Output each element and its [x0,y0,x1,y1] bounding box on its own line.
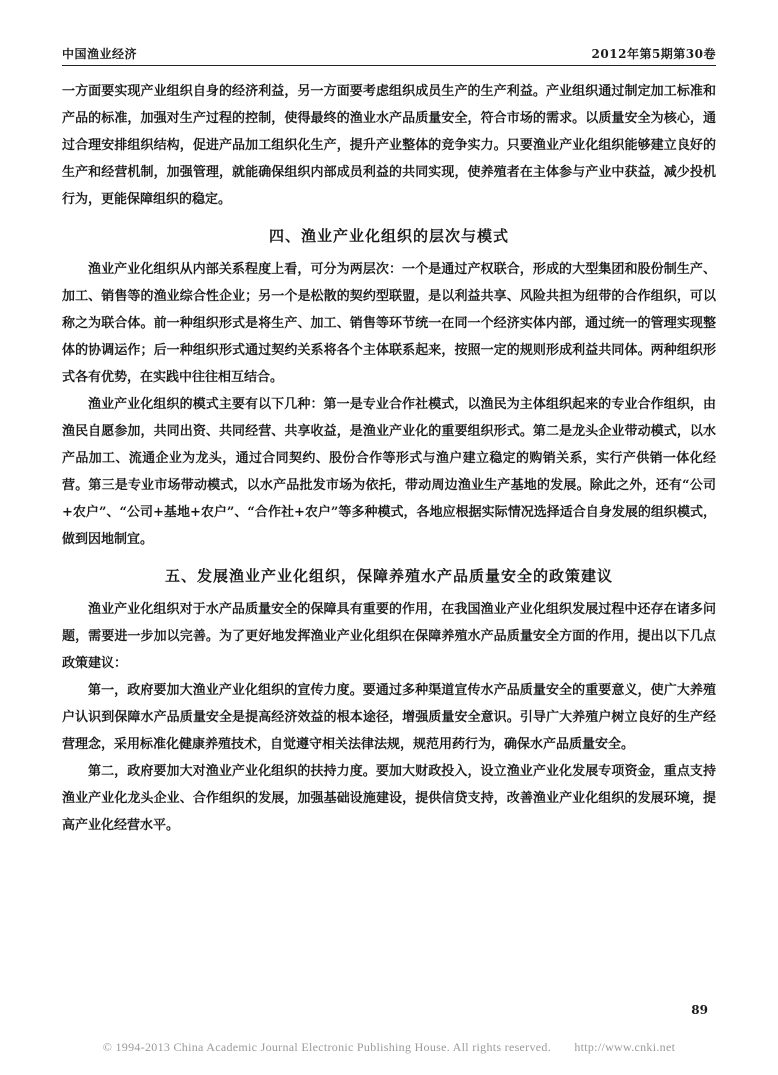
paragraph: 渔业产业化组织的模式主要有以下几种：第一是专业合作社模式，以渔民为主体组织起来的专业合作组织，由渔民自愿参加，共同出资、共同经营、共享收益，是渔业产业化的重要组织形式。第二是龙头企业带动模式，以水产品加工、流通企业为龙头，通过合同契约、股份合作等形式与渔户建立稳定的购销关系，实行产供销一体化经营。第三是专业市场带动模式，以水产品批发市场为依托，带动周边渔业生产基地的发展。除此之外，还有“公司+农户”、“公司+基地+农户”、“合作社+农户”等多种模式，各地应根据实际情况选择适合自身发展的组织模式，做到因地制宜。 [62,397,716,547]
paragraph: 第二，政府要加大对渔业产业化组织的扶持力度。要加大财政投入，设立渔业产业化发展专项资金，重点支持渔业产业化龙头企业、合作组织的发展，加强基础设施建设，提供信贷支持，改善渔业产业化组织的发展环境，提高产业化经营水平。 [62,764,716,833]
issue-info: 2012年第5期第30卷 [591,47,716,61]
paragraph: 一方面要实现产业组织自身的经济利益，另一方面要考虑组织成员生产的生产利益。产业组织通过制定加工标准和产品的标准，加强对生产过程的控制，使得最终的渔业水产品质量安全，符合市场的需求。以质量安全为核心，通过合理安排组织结构，促进产品加工组织化生产，提升产业整体的竞争实力。只要渔业产业化组织能够建立良好的生产和经营机制，加强管理，就能确保组织内部成员利益的共同实现，使养殖者在主体参与产业中获益，减少投机行为，更能保障组织的稳定。 [62,84,716,207]
paragraph: 第一，政府要加大渔业产业化组织的宣传力度。要通过多种渠道宣传水产品质量安全的重要意义，使广大养殖户认识到保障水产品质量安全是提高经济效益的根本途径，增强质量安全意识。引导广大养殖户树立良好的生产经营理念，采用标准化健康养殖技术，自觉遵守相关法律法规，规范用药行为，确保水产品质量安全。 [62,683,716,752]
copyright-text: © 1994-2013 China Academic Journal Electronic Publishing House. All rights reserved. [102,1040,551,1054]
copyright-footer [0,1040,778,1055]
section-heading: 五、发展渔业产业化组织，保障养殖水产品质量安全的政策建议 [164,567,613,585]
section-heading: 四、渔业产业化组织的层次与模式 [268,227,509,245]
page-number: 89 [691,1003,708,1017]
article-body [62,78,716,839]
paragraph: 渔业产业化组织从内部关系程度上看，可分为两层次：一个是通过产权联合，形成的大型集团和股份制生产、加工、销售等的渔业综合性企业；另一个是松散的契约型联盟，是以利益共享、风险共担为纽带的合作组织，可以称之为联合体。前一种组织形式是将生产、加工、销售等环节统一在同一个经济实体内部，通过统一的管理实现整体的协调运作；后一种组织形式通过契约关系将各个主体联系起来，按照一定的规则形成利益共同体。两种组织形式各有优势，在实践中往往相互结合。 [62,262,716,385]
journal-name: 中国渔业经济 [62,47,138,61]
cnki-link[interactable]: http://www.cnki.net [574,1040,676,1054]
running-header [62,40,716,66]
paragraph: 渔业产业化组织对于水产品质量安全的保障具有重要的作用，在我国渔业产业化组织发展过程中还存在诸多问题，需要进一步加以完善。为了更好地发挥渔业产业化组织在保障养殖水产品质量安全方面的作用，提出以下几点政策建议： [62,602,716,671]
